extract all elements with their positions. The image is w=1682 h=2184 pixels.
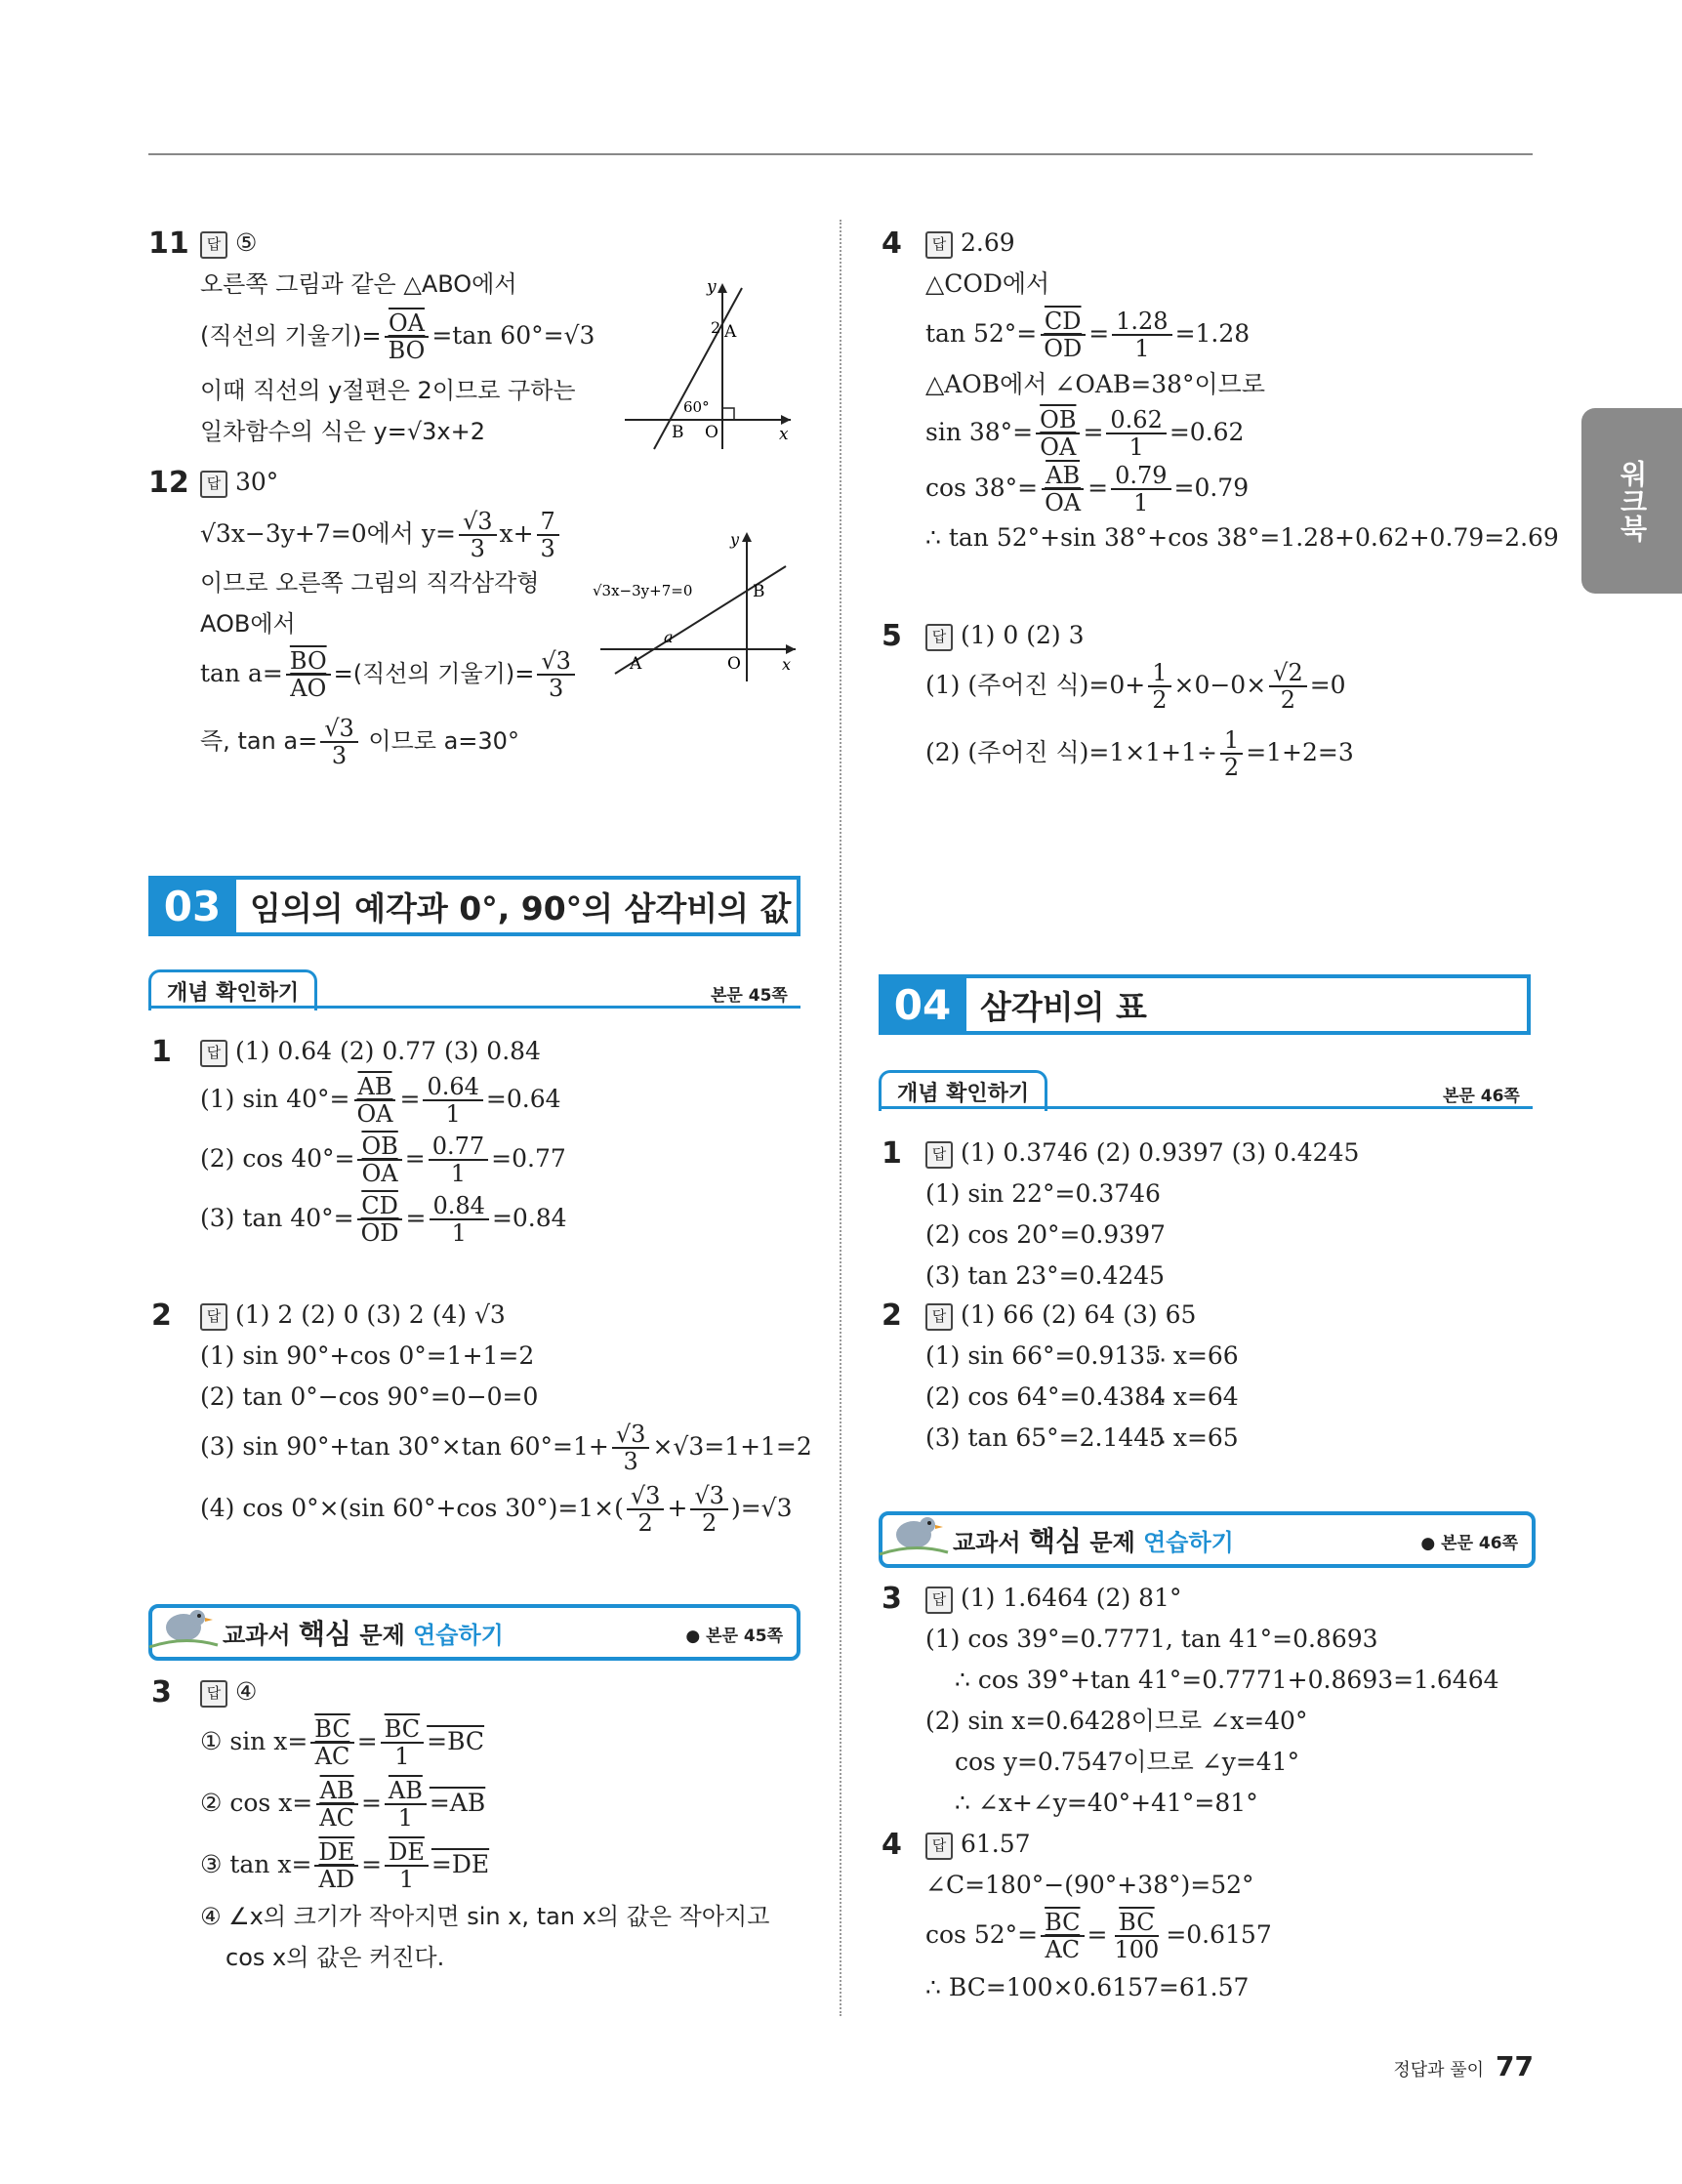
numerator: √3 [612,1422,650,1449]
top-rule [148,153,1533,155]
question-3: 답 ④ ① sin x= $\frac{\overline{BC}}{AC}$ = $\frac{\overline{BC}}{1}$ =BC ② cos x= $\frac{\overline{AB}}{AC}$ = $\frac{\overline{AB}}{1}$ =AB ③ tan x= $\frac{\overline{DE}}{AD}$ = $\frac{\overline{DE}}{1}$ =DE ④ ∠x의 크기가 작아지면 sin x, tan x의 값은 작아지고 cos x의 값은 커진다. [200,1671,825,1978]
text-line: AOB에서 [200,609,296,638]
denominator: 1 [394,1743,410,1771]
numerator: √2 [1269,660,1307,687]
text-line: cos y=0.7547이므로 ∠y=41° [955,1748,1300,1776]
text: =1.28 [1174,318,1251,348]
answer-icon: 답 [925,1586,953,1614]
text: sin 38°= [925,417,1034,446]
denominator: 2 [1223,754,1240,782]
numerator: $\overline{BC}$ [1041,1910,1084,1937]
concept-tab: 개념 확인하기 [148,969,317,1010]
core-title-part: 문제 [351,1622,414,1649]
text-line: ∴ tan 52°+sin 38°+cos 38°=1.28+0.62+0.79=2.69 [925,523,1559,553]
point-a-label: A [630,654,642,674]
numerator: $\overline{OB}$ [357,1133,401,1161]
problem-number: 2 [882,1298,902,1333]
numerator: $\overline{OB}$ [1036,407,1080,434]
text-line: (2) cos 20°=0.9397 [925,1220,1166,1249]
question-2-right [925,1295,1531,1459]
numerator: √3 [537,648,575,676]
problem-number: 5 [882,619,902,653]
answer-icon: 답 [200,1040,227,1067]
point-b-label: B [753,582,765,601]
denominator: AC [319,1804,354,1833]
denominator: 1 [451,1218,467,1247]
denominator: 1 [397,1804,414,1833]
denominator: 1 [445,1100,461,1129]
text: (1) (주어진 식)=0+ [925,670,1146,699]
numerator: $\overline{BO}$ [286,648,331,676]
text: =0.64 [485,1084,561,1113]
answer: 61.57 [961,1830,1031,1858]
numerator: $\overline{BC}$ [1115,1910,1158,1937]
question-2 [200,1295,812,1538]
text: =0.6157 [1166,1919,1272,1949]
text-line: (1) cos 39°=0.7771, tan 41°=0.8693 [925,1625,1378,1653]
numerator: $\overline{BC}$ [310,1716,353,1744]
angle-label: a [664,628,674,646]
text: cos 52°= [925,1919,1039,1949]
answer-icon: 답 [200,1680,227,1708]
text-line: ∴ ∠x+∠y=40°+41°=81° [955,1789,1258,1817]
denominator: OA [356,1100,393,1129]
numerator: $\overline{AB}$ [385,1778,427,1805]
side-tab-workbook[interactable]: 워크북 [1581,408,1682,594]
answer-icon: 답 [200,1303,227,1331]
answer-icon: 답 [925,624,953,651]
concept-underline [148,1006,800,1009]
section-number: 03 [148,876,236,936]
bird-icon [144,1596,223,1655]
footer-label: 정답과 풀이 [1393,2060,1485,2081]
denominator: 3 [623,1448,638,1476]
denominator: 2 [1152,686,1168,715]
numerator: $\overline{CD}$ [1041,309,1086,336]
denominator: AC [1045,1936,1081,1964]
text-line: ④ ∠x의 크기가 작아지면 sin x, tan x의 값은 작아지고 [200,1903,770,1931]
numerator: $\overline{AB}$ [354,1074,396,1101]
text-line: 오른쪽 그림과 같은 △ABO에서 [200,270,517,298]
equation-label: √3x−3y+7=0 [593,582,693,599]
denominator: 1 [1134,335,1150,363]
core-title-part: 핵심 [298,1618,352,1650]
numerator: $\overline{DE}$ [314,1839,358,1867]
text: =0.62 [1169,417,1245,446]
problem-number: 3 [151,1675,172,1710]
denominator: 3 [470,535,485,563]
problem-number: 3 [882,1582,902,1616]
text: (1) sin 66°=0.9135 [925,1341,1161,1370]
answer-icon: 답 [925,1303,953,1331]
text: x+ [499,518,534,548]
text-line: 일차함수의 식은 y=√3x+2 [200,417,486,445]
numerator: $\overline{OA}$ [385,310,429,338]
numerator: $\overline{BC}$ [381,1716,424,1744]
text-line: ∠C=180°−(90°+38°)=52° [925,1871,1254,1899]
answer: ④ [235,1677,258,1706]
answer-icon: 답 [925,1833,953,1860]
axis-y-label: y [730,530,740,549]
text: =(직선의 기울기)= [333,659,535,687]
section-title: 삼각비의 표 [966,974,1531,1035]
numerator: √3 [690,1483,728,1510]
denominator: 2 [702,1509,718,1538]
denominator: AO [290,675,327,703]
denominator: OA [361,1160,398,1188]
core-title-part: 연습하기 [1143,1529,1234,1556]
text-line: (1) sin 90°+cos 0°=1+1=2 [200,1341,535,1370]
text: =AB [429,1788,486,1817]
axis-x-label: x [779,425,789,444]
text-line: ∴ BC=100×0.6157=61.57 [925,1972,1250,2001]
concept-tab: 개념 확인하기 [879,1070,1047,1111]
text: + [667,1493,688,1522]
answer: (1) 2 (2) 0 (3) 2 (4) √3 [235,1300,506,1329]
text: =tan 60°=√3 [431,320,595,350]
answer: (1) 0.64 (2) 0.77 (3) 0.84 [235,1037,541,1065]
question-1-right [925,1133,1531,1297]
problem-11 [200,223,620,452]
denominator: 1 [1128,433,1144,462]
numerator: √3 [459,509,497,536]
problem-number: 2 [151,1298,172,1333]
text: 이므로 a=30° [360,726,519,755]
text: (2) (주어진 식)=1×1+1÷ [925,737,1217,766]
text: tan 52°= [925,318,1038,348]
problem-number: 1 [882,1136,902,1171]
denominator: 100 [1114,1936,1160,1964]
answer: (1) 0.3746 (2) 0.9397 (3) 0.4245 [961,1138,1360,1167]
core-practice-header [148,1604,800,1661]
answer-icon: 답 [200,471,227,498]
text: (2) cos 64°=0.4384 [925,1382,1166,1411]
text: tan a= [200,658,283,687]
page-footer [1393,2050,1534,2082]
text-line: 이므로 오른쪽 그림의 직각삼각형 [200,568,540,597]
numerator: 0.62 [1106,407,1166,434]
answer-icon: 답 [925,231,953,259]
text: 즉, tan a= [200,726,318,755]
problem-number: 1 [151,1035,172,1069]
question-1: 답 (1) 0.64 (2) 0.77 (3) 0.84 (1) sin 40°= $\frac{\overline{AB}}{OA}$ = $\frac{0.64}{1}$ =0.64 (2) cos 40°= $\frac{\overline{OB}}{OA}$ = $\frac{0.77}{1}$ =0.77 (3) tan 40°= $\frac{\overline{CD}}{OD}$ = $\frac{0.84}{1}$ =0.84 [200,1037,567,1247]
answer-icon: 답 [925,1141,953,1169]
question-5 [925,615,1531,781]
text: (직선의 기울기)= [200,321,382,350]
text: cos 38°= [925,473,1039,502]
numerator: $\overline{AB}$ [316,1778,358,1805]
text: (2) cos 40°= [200,1143,355,1173]
denominator: 3 [548,675,564,703]
text: ① sin x= [200,1726,308,1755]
concept-underline [879,1106,1533,1109]
page-reference: 본문 45쪽 [711,986,788,1006]
answer: ⑤ [235,228,258,257]
text-line: (2) sin x=0.6428이므로 ∠x=40° [925,1707,1308,1735]
angle-label: 60° [683,398,710,416]
text: =0.77 [491,1143,566,1173]
answer-icon: 답 [200,231,227,259]
section-header-04 [879,974,1531,1035]
point-b-label: B [672,423,684,442]
text-line: (1) sin 22°=0.3746 [925,1179,1161,1208]
core-title [223,1613,504,1652]
denominator: AC [314,1743,350,1771]
text: =0 [1309,670,1346,699]
text: ∴ x=66 [1150,1341,1239,1370]
text: ② cos x= [200,1788,313,1817]
problem-number: 4 [882,227,902,261]
denominator: 1 [398,1865,415,1893]
axis-x-label: x [782,655,792,674]
core-title-part: 교과서 [953,1529,1029,1556]
denominator: 1 [1133,488,1149,516]
section-header-03 [148,876,800,936]
page-reference: ● 본문 46쪽 [1420,1534,1518,1553]
text: ×0−0× [1173,670,1267,699]
numerator: 1 [1148,660,1170,687]
page-reference: 본문 46쪽 [1443,1087,1520,1106]
answer: 2.69 [961,228,1015,257]
text: (3) sin 90°+tan 30°×tan 60°=1+ [200,1431,609,1461]
denominator: BO [388,337,426,365]
numerator: 0.79 [1111,463,1170,490]
denominator: 1 [450,1160,467,1188]
denominator: AD [318,1865,355,1893]
numerator: √3 [320,716,358,743]
core-title-part: 교과서 [223,1622,299,1649]
numerator: 0.84 [430,1193,489,1220]
denominator: OD [1044,335,1083,363]
text: ③ tan x= [200,1849,312,1878]
text: (3) tan 40°= [200,1203,354,1232]
numerator: 1 [1220,727,1243,755]
text-line: ∴ cos 39°+tan 41°=0.7771+0.8693=1.6464 [955,1666,1499,1694]
question-4: 답 2.69 △COD에서 tan 52°= $\frac{\overline{CD}}{OD}$ = $\frac{1.28}{1}$ =1.28 △AOB에서 ∠OAB=38°이므로 sin 38°= $\frac{\overline{OB}}{OA}$ = $\frac{0.62}{1}$ =0.62 cos 38°= $\frac{\overline{AB}}{OA}$ = $\frac{0.79}{1}$ =0.79 ∴ tan 52°+sin 38°+cos 38°=1.28+0.62+0.79=2.69 [925,223,1531,558]
denominator: 2 [637,1509,653,1538]
numerator: 7 [537,509,559,536]
text-line: △COD에서 [925,269,1050,298]
numerator: √3 [627,1483,665,1510]
column-divider [840,220,841,2016]
numerator: $\overline{CD}$ [357,1193,402,1220]
page-number: 77 [1496,2050,1534,2082]
bird-icon [875,1504,953,1562]
question-3-right [925,1578,1531,1824]
problem-12 [200,462,630,768]
text-line: 이때 직선의 y절편은 2이므로 구하는 [200,376,576,404]
section-title: 임의의 예각과 0°, 90°의 삼각비의 값 [236,876,800,936]
denominator: 2 [1280,686,1296,715]
origin-label: O [705,423,718,442]
core-title-part: 연습하기 [413,1622,504,1649]
origin-label: O [727,654,741,674]
text: ×√3=1+1=2 [652,1431,812,1461]
intercept-label: 2 [711,318,721,337]
text-line: (3) tan 23°=0.4245 [925,1261,1166,1290]
denominator: 3 [331,741,348,769]
core-title-part: 문제 [1082,1529,1144,1556]
text: =0.84 [491,1203,567,1232]
text: ∴ x=64 [1150,1382,1239,1411]
point-a-label: A [724,322,737,342]
numerator: 0.77 [429,1133,488,1161]
graph-12 [591,527,805,683]
text: =BC [427,1726,485,1755]
problem-number: 4 [882,1828,902,1862]
text-line: (2) tan 0°−cos 90°=0−0=0 [200,1382,539,1411]
denominator: OA [1045,488,1082,516]
numerator: $\overline{DE}$ [385,1839,429,1867]
denominator: OA [1040,433,1077,462]
axis-y-label: y [707,278,717,297]
question-4-right: 답 61.57 ∠C=180°−(90°+38°)=52° cos 52°= $\frac{\overline{BC}}{AC}$ = $\frac{\overline{BC}}{100}$ =0.6157 ∴ BC=100×0.6157=61.57 [925,1824,1531,2008]
text: (3) tan 65°=2.1445 [925,1423,1166,1452]
numerator: 1.28 [1112,309,1171,336]
page-reference: ● 본문 45쪽 [685,1627,783,1646]
answer: (1) 66 (2) 64 (3) 65 [961,1300,1197,1329]
answer: 30° [235,468,279,496]
answer: (1) 0 (2) 3 [961,621,1085,649]
text-line: △AOB에서 ∠OAB=38°이므로 [925,369,1265,398]
text: (1) sin 40°= [200,1084,350,1113]
core-practice-header [879,1511,1536,1568]
text-line: cos x의 값은 커진다. [226,1944,445,1972]
denominator: OD [360,1218,399,1247]
problem-number: 12 [148,466,189,500]
graph-11 [615,278,800,454]
text: )=√3 [730,1493,793,1522]
core-title-part: 핵심 [1028,1525,1083,1557]
numerator: $\overline{AB}$ [1042,463,1084,490]
text: √3x−3y+7=0에서 y= [200,518,456,548]
text: ∴ x=65 [1150,1423,1239,1452]
text: =DE [431,1849,490,1878]
core-title [953,1520,1234,1559]
text: =0.79 [1173,473,1250,502]
problem-number: 11 [148,227,189,261]
numerator: 0.64 [423,1074,482,1101]
text: =1+2=3 [1246,737,1354,766]
text: (4) cos 0°×(sin 60°+cos 30°)=1×( [200,1493,624,1522]
answer: (1) 1.6464 (2) 81° [961,1584,1182,1612]
denominator: 3 [540,535,555,563]
section-number: 04 [879,974,966,1035]
